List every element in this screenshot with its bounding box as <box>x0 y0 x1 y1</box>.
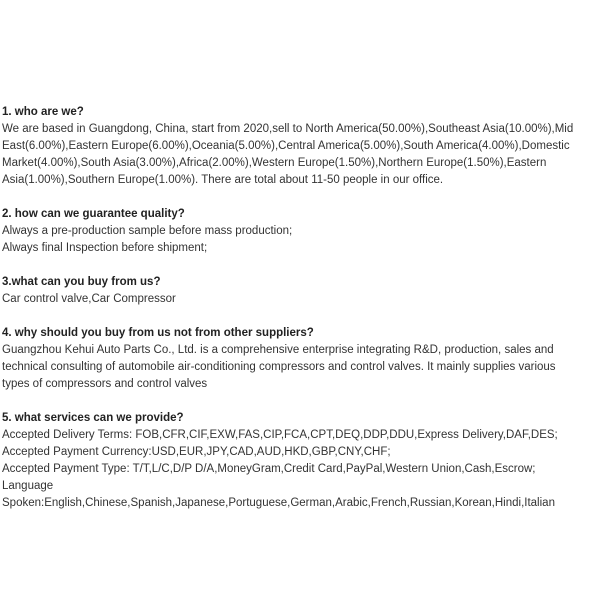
faq-answer-line: Always a pre-production sample before mass production; <box>2 225 293 237</box>
faq-question: 5. what services can we provide? <box>2 412 184 424</box>
faq-section-quality <box>2 206 574 257</box>
faq-answer-line: We are based in Guangdong, China, start from 2020,sell to North America(50.00%),Southeast Asia(10.00%),Mid East(6.00%),Eastern Europe(6.00%),Oceania(5.00%),Central America(5.00%),South America(4.00%),Domestic Market(4.00%),South Asia(3.00%),Africa(2.00%),Western Europe(1.50%),Northern Europe(1.50%),Eastern Asia(1.00%),Southern Europe(1.00%). There are total about 11-50 people in our office. <box>2 123 574 186</box>
faq-section-who <box>2 104 574 189</box>
faq-question: 4. why should you buy from us not from other suppliers? <box>2 327 314 339</box>
faq-section-services <box>2 410 574 512</box>
faq-question: 2. how can we guarantee quality? <box>2 208 185 220</box>
faq-answer-line: Guangzhou Kehui Auto Parts Co., Ltd. is a comprehensive enterprise integrating R&D, production, sales and technical consulting of automobile air-conditioning compressors and control valves. It mainly supplies various types of compressors and control valves <box>2 344 556 390</box>
faq-answer-line: Accepted Payment Type: T/T,L/C,D/P D/A,MoneyGram,Credit Card,PayPal,Western Union,Cash,Escrow; <box>2 463 536 475</box>
faq-answer-line: Car control valve,Car Compressor <box>2 293 176 305</box>
faq-section-products <box>2 274 574 308</box>
faq-question: 3.what can you buy from us? <box>2 276 161 288</box>
faq-answer-line: Always final Inspection before shipment; <box>2 242 208 254</box>
faq-list <box>2 104 574 529</box>
faq-section-why-us <box>2 325 574 393</box>
faq-answer-line: Accepted Delivery Terms: FOB,CFR,CIF,EXW,FAS,CIP,FCA,CPT,DEQ,DDP,DDU,Express Delivery,DAF,DES; <box>2 429 558 441</box>
faq-question: 1. who are we? <box>2 106 84 118</box>
faq-answer-line: Language Spoken:English,Chinese,Spanish,Japanese,Portuguese,German,Arabic,French,Russian,Korean,Hindi,Italian <box>2 480 555 509</box>
faq-answer-line: Accepted Payment Currency:USD,EUR,JPY,CAD,AUD,HKD,GBP,CNY,CHF; <box>2 446 391 458</box>
